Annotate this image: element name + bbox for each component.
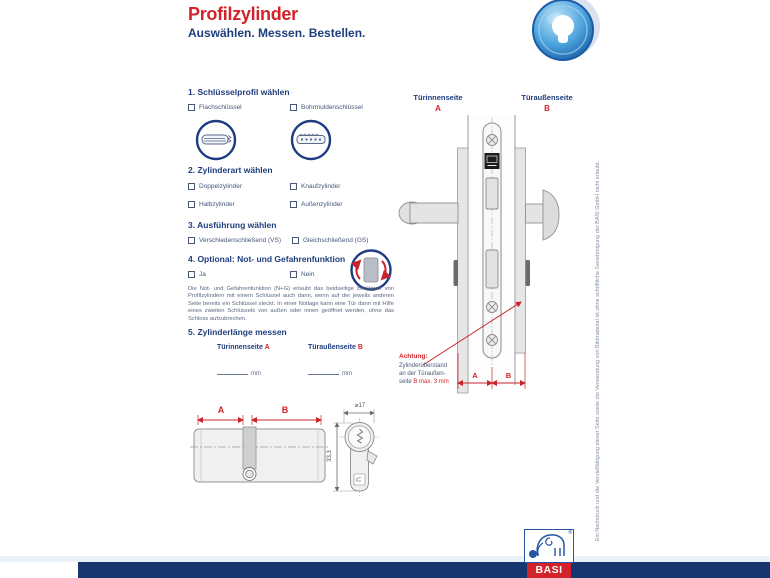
measure-outer-text: Türaußenseite <box>308 344 356 351</box>
checkbox-gleichschliessend[interactable] <box>292 237 368 244</box>
checkbox-verschiedenschliessend[interactable] <box>188 237 281 244</box>
checkbox-ja[interactable] <box>188 271 206 278</box>
checkbox-bohrmuldenschluessel[interactable] <box>290 104 363 111</box>
cylinder-end-outer <box>526 260 531 286</box>
dim-a-label: A <box>217 405 225 415</box>
checkbox-label: Außenzylinder <box>301 201 343 208</box>
section-heading-measure: 5. Zylinderlänge messen <box>188 327 287 337</box>
cylinder-side-view-drawing <box>188 403 333 495</box>
warning-note <box>399 353 449 386</box>
diagram-dim-a: A <box>472 371 478 380</box>
mini-basi-logo <box>354 474 365 485</box>
diagram-inner-letter: A <box>435 104 441 113</box>
diagram-outer-letter: B <box>544 104 550 113</box>
measure-outer-letter: B <box>357 344 363 351</box>
section-heading-version: 3. Ausführung wählen <box>188 220 277 230</box>
warning-line: seite B max. 3 mm <box>399 378 449 385</box>
measurement-input-inner[interactable] <box>217 365 248 375</box>
warning-line: an der Türaußen- <box>399 370 446 377</box>
checkbox-flachschluessel[interactable] <box>188 104 242 111</box>
cylinder-end-inner <box>454 260 459 286</box>
measure-inner-text: Türinnenseite <box>217 344 263 351</box>
measure-outer-label <box>308 344 363 351</box>
checkbox-label: Gleichschließend (GS) <box>303 237 369 244</box>
door-knob-stem <box>526 204 544 223</box>
section-heading-cylindertype: 2. Zylinderart wählen <box>188 165 273 175</box>
checkbox-box[interactable] <box>290 183 297 190</box>
latch-bolt <box>486 178 498 209</box>
page-title: Profilzylinder <box>188 4 298 24</box>
door-panel-outer <box>515 148 526 353</box>
page-subtitle: Auswählen. Messen. Bestellen. <box>188 26 366 40</box>
checkbox-box[interactable] <box>290 104 297 111</box>
checkbox-box[interactable] <box>188 271 195 278</box>
checkbox-label: Bohrmuldenschlüssel <box>301 104 363 111</box>
checkbox-box[interactable] <box>292 237 299 244</box>
diagram-inner-label: Türinnenseite <box>413 93 463 102</box>
measurement-field-inner <box>217 362 261 380</box>
door-knob <box>543 190 559 240</box>
measurement-input-outer[interactable] <box>308 365 339 375</box>
diameter-label: ⌀17 <box>354 403 366 409</box>
checkbox-doppelzylinder[interactable] <box>188 183 242 190</box>
door-panel-inner <box>458 148 469 393</box>
basi-logo-text: BASI <box>527 563 571 578</box>
section-heading-keyprofile: 1. Schlüsselprofil wählen <box>188 87 290 97</box>
checkbox-label: Flachschlüssel <box>199 104 242 111</box>
checkbox-box[interactable] <box>188 201 195 208</box>
checkbox-box[interactable] <box>290 271 297 278</box>
checkbox-label: Ja <box>199 271 206 278</box>
basi-logo-box <box>524 529 574 563</box>
cylinder-front-view-drawing <box>323 398 395 503</box>
checkbox-label: Doppelzylinder <box>199 183 242 190</box>
dim-b-label: B <box>281 405 289 415</box>
checkbox-box[interactable] <box>188 183 195 190</box>
unit-label: mm <box>251 371 261 377</box>
checkbox-label: Nein <box>301 271 315 278</box>
checkbox-label: Verschiedenschließend (VS) <box>199 237 282 244</box>
checkbox-label: Halbzylinder <box>199 201 235 208</box>
measure-inner-label <box>217 344 270 351</box>
diagram-outer-label: Türaußenseite <box>521 93 573 102</box>
checkbox-nein[interactable] <box>290 271 314 278</box>
height-label: 33,3 <box>327 450 333 462</box>
diagram-dim-b: B <box>505 371 512 380</box>
checkbox-knaufzylinder[interactable] <box>290 183 340 190</box>
lightbulb-icon <box>530 0 598 65</box>
emergency-function-note: Die Not- und Gefahrenfunktion (N+G) erlaubt das beidseitige Betätigen von Profilzylindern mit einem Schlüssel auch dann, wenn auf der jeweils anderen Seite bereits ein Schlüssel steckt. In einer Notlage kann eine Tür dann mit Hilfe eines zweiten Schlüssels von außen oder innen geöffnet werden, ohne das Schloss aufzubrechen. <box>188 286 394 322</box>
measure-inner-letter: A <box>264 344 270 351</box>
unit-label: mm <box>342 371 352 377</box>
flat-key-icon <box>195 119 237 161</box>
deadbolt <box>486 250 498 288</box>
registered-mark: ® <box>568 530 572 536</box>
checkbox-box[interactable] <box>188 237 195 244</box>
checkbox-box[interactable] <box>290 201 297 208</box>
checkbox-halbzylinder[interactable] <box>188 201 235 208</box>
checkbox-aussenzylinder[interactable] <box>290 201 343 208</box>
footer-navy-bar <box>78 562 770 578</box>
checkbox-box[interactable] <box>188 104 195 111</box>
warning-line: Zylinderüberstand <box>399 362 448 369</box>
warning-title: Achtung: <box>399 353 428 360</box>
measurement-field-outer <box>308 362 352 380</box>
legal-vertical-text: Ein Nachdruck und die Vervielfältigung dieser Seite sowie die Verwendung von Bildmaterial ist ohne schriftliche Genehmigung der BASI GmbH nicht erlaubt. <box>595 160 601 542</box>
section-heading-emergency: 4. Optional: Not- und Gefahrenfunktion <box>188 254 346 264</box>
basi-elephant-icon <box>525 530 572 560</box>
dimple-key-icon <box>290 119 332 161</box>
checkbox-label: Knaufzylinder <box>301 183 341 190</box>
